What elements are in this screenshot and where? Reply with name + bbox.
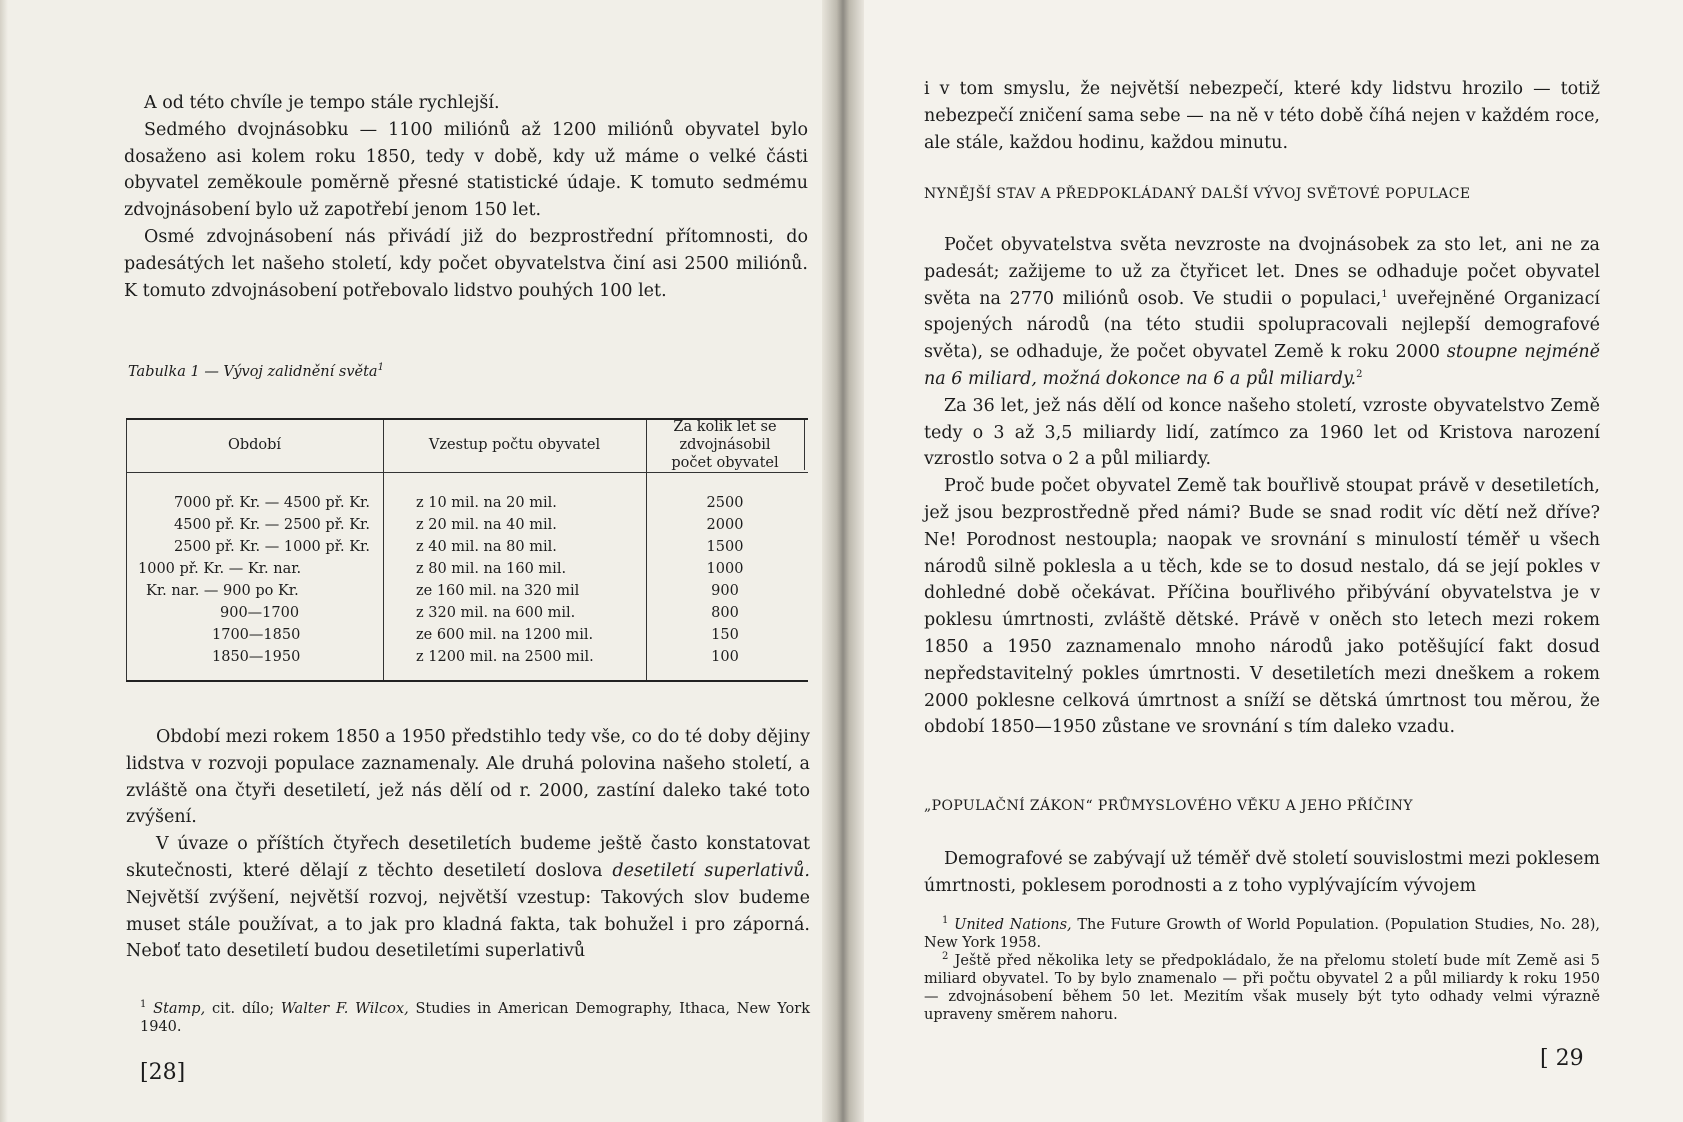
paragraph: V úvaze o příštích čtyřech desetiletích budeme ještě často konstatovat skutečnosti, které dělají z těchto desetiletí doslova desetiletí superlativů. Největší zvýšení, největší rozvoj, největší vzestup: Takových slov budeme muset stále používat, a to jak pro kladná fakta, tak bohužel i pro záporná. Neboť tato desetiletí budou desetiletími superlativů (126, 834, 810, 962)
paragraph: A od této chvíle je tempo stále rychlejší. (144, 93, 500, 113)
header-line: zdvojnásobil (679, 437, 771, 453)
table-cell: z 10 mil. na 20 mil. (416, 495, 557, 511)
table-cell: 1500 (706, 539, 744, 555)
table-cell: z 1200 mil. na 2500 mil. (416, 649, 594, 665)
section-heading (924, 186, 1600, 202)
footnote: $^2$ Ještě před několika lety se předpokládalo, že na přelomu století bude mít Země asi 5 miliard obyvatel. To by bylo znamenalo — při počtu obyvatel 2 a půl miliardy k roku 1950 — zdvojnásobení během 50 let. Mezitím však musely být tyto odhady velmi výrazně upraveny směrem nahoru. (924, 951, 1600, 1023)
table-cell: ze 160 mil. na 320 mil (416, 583, 580, 599)
page-number-left: [28] (140, 1060, 186, 1085)
right-middle-text (924, 232, 1600, 741)
table-cell: 900 (711, 583, 739, 599)
table-cell: 2000 (706, 517, 744, 533)
table-cell: Kr. nar. — 900 po Kr. (146, 583, 299, 599)
paragraph: Proč bude počet obyvatel Země tak bouřlivě stoupat právě v desetiletích, jež jsou bezprostředně před námi? Bude se snad rodit víc dětí než dříve? Ne! Porodnost nestoupla; naopak ve srovnání s minulostí téměř u všech národů silně poklesla a u těch, kde se to dosud nestalo, dá se její pokles v dohledné době očekávat. Příčina bouřlivého přibývání obyvatelstva je v poklesu úmrtnosti, zvláště dětské. Právě v oněch sto letech mezi rokem 1850 a 1950 zaznamenalo mnoho národů jako potěšující fakt dosud nepředstavitelný pokles úmrtnosti. V desetiletích mezi dneškem a rokem 2000 poklesne celková úmrtnost a sníží se dětská úmrtnost tou měrou, že období 1850—1950 zůstane ve srovnání s tím daleko vzadu. (924, 476, 1600, 738)
table-header-doubling (646, 418, 804, 472)
table-caption: Tabulka 1 — Vývoj zalidnění světa$^1$ (128, 362, 384, 380)
table-cell: z 20 mil. na 40 mil. (416, 517, 557, 533)
table-cell: 900—1700 (220, 605, 300, 621)
heading: NYNĚJŠÍ STAV A PŘEDPOKLÁDANÝ DALŠÍ VÝVOJ SVĚTOVÉ POPULACE (924, 186, 1471, 202)
table-cell: 2500 př. Kr. — 1000 př. Kr. (174, 539, 370, 555)
table-cell: 1000 (706, 561, 744, 577)
table-cell: 1700—1850 (212, 627, 301, 643)
paragraph: Období mezi rokem 1850 a 1950 předstihlo tedy vše, co do té doby dějiny lidstva v rozvoji populace zaznamenaly. Ale druhá polovina našeho století, a zvláště ona čtyři desetiletí, jež nás dělí od r. 2000, zastíní daleko také toto zvýšení. (126, 727, 810, 828)
table-cell: z 320 mil. na 600 mil. (416, 605, 576, 621)
paragraph: Demografové se zabývají už téměř dvě století souvislostmi mezi poklesem úmrtnosti, poklesem porodnosti a z toho vyplývajícím vývojem (924, 849, 1600, 896)
paragraph: Osmé zdvojnásobení nás přivádí již do bezprostřední přítomnosti, do padesátých let našeho století, kdy počet obyvatelstva činí asi 2500 miliónů. K tomuto zdvojnásobení potřebovalo lidstvo pouhých 100 let. (124, 226, 808, 301)
population-table (126, 418, 808, 682)
table-column-divider (804, 420, 805, 470)
paragraph: i v tom smyslu, že největší nebezpečí, které kdy lidstvu hrozilo — totiž nebezpečí zničení sama sebe — na ně v této době číhá nejen v každém roce, ale stále, každou hodinu, každou minutu. (924, 79, 1600, 153)
table-cell: z 40 mil. na 80 mil. (416, 539, 557, 555)
left-top-text (124, 90, 808, 304)
header-line: počet obyvatel (671, 455, 779, 471)
table-cell: z 80 mil. na 160 mil. (416, 561, 567, 577)
table-cell: 2500 (706, 495, 744, 511)
table-cell: 1000 př. Kr. — Kr. nar. (138, 561, 302, 577)
table-header-period: Období (227, 437, 282, 453)
table-cell: ze 600 mil. na 1200 mil. (416, 627, 594, 643)
table-header-growth: Vzestup počtu obyvatel (428, 437, 601, 453)
right-footnotes (924, 916, 1600, 1024)
left-bottom-text (126, 724, 810, 965)
table-header-rule (126, 472, 808, 473)
paragraph: Sedmého dvojnásobku — 1100 miliónů až 1200 miliónů obyvatel bylo dosaženo asi kolem roku 1850, tedy v době, kdy už máme o velké části obyvatel zeměkoule poměrně přesné statistické údaje. K tomuto sedmému zdvojnásobení bylo už zapotřebí jenom 150 let. (124, 119, 808, 221)
left-page-edge-shadow (0, 0, 8, 1122)
table-column-growth (416, 492, 594, 668)
footnote: $^1$ United Nations, The Future Growth of World Population. (Population Studies, No. 28), New York 1958. (924, 915, 1601, 951)
table-cell: 7000 př. Kr. — 4500 př. Kr. (174, 495, 370, 511)
footnote: $^1$ Stamp, cit. dílo; Walter F. Wilcox, Studies in American Demography, Ithaca, New York 1940. (140, 999, 811, 1035)
table-column-divider (383, 420, 384, 680)
table-cell: 150 (711, 627, 739, 643)
table-column-doubling (646, 492, 804, 668)
right-top-text (924, 76, 1600, 156)
book-gutter (822, 0, 864, 1122)
table-cell: 4500 př. Kr. — 2500 př. Kr. (174, 517, 370, 533)
table-cell: 1850—1950 (212, 649, 301, 665)
right-bottom-text (924, 846, 1600, 900)
section-heading (924, 798, 1600, 814)
paragraph: Za 36 let, jež nás dělí od konce našeho století, vzroste obyvatelstvo Země tedy o 3 až 3,5 miliardy lidí, zatímco za 1960 let od Kristova narození vzrostlo sotva o 2 a půl miliardy. (924, 395, 1600, 470)
table-cell: 800 (711, 605, 739, 621)
paragraph: Počet obyvatelstva světa nevzroste na dvojnásobek za sto let, ani ne za padesát; zažijeme to už za čtyřicet let. Dnes se odhaduje počet obyvatel světa na 2770 miliónů osob. Ve studii o populaci,$^1$ uveřejněné Organizací spojených národů (na této studii spolupracovali nejlepší demografové světa), se odhaduje, že počet obyvatel Země k roku 2000 stoupne nejméně na 6 miliard, možná dokonce na 6 a půl miliardy.$^2$ (924, 235, 1601, 389)
header-line: Za kolik let se (673, 419, 777, 435)
table-cell: 100 (711, 649, 739, 665)
table-column-period (138, 492, 370, 668)
table-border (126, 420, 127, 680)
page-number-right: [ 29 (1540, 1046, 1584, 1071)
left-footnote (140, 1000, 810, 1036)
heading: „POPULAČNÍ ZÁKON“ PRŮMYSLOVÉHO VĚKU A JEHO PŘÍČINY (924, 798, 1413, 814)
